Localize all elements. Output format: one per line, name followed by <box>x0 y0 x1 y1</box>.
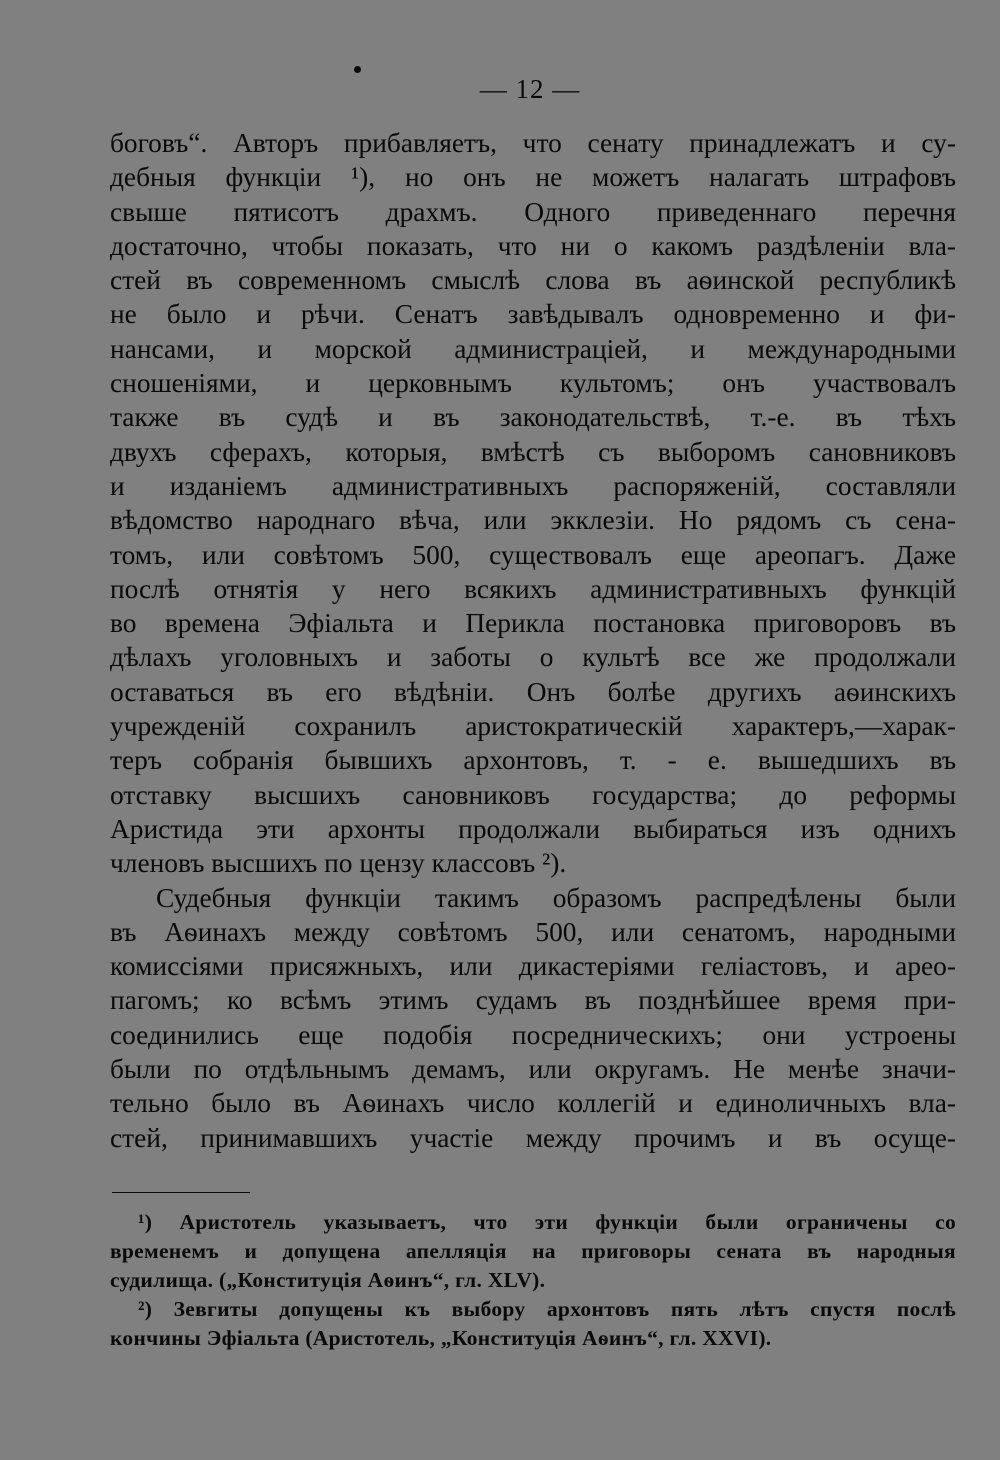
text-line: пагомъ; ко всѣмъ этимъ судамъ въ позднѣйшее время при- <box>110 985 956 1016</box>
footnotes <box>110 1208 956 1353</box>
text-line: сношеніями, и церковнымъ культомъ; онъ участвовалъ <box>110 368 956 399</box>
footnote-line: судилища. („Конституція Аѳинъ“, гл. XLV). <box>110 1268 546 1292</box>
footnote-divider <box>112 1192 250 1193</box>
text-line: послѣ отнятія у него всякихъ административныхъ функцій <box>110 573 956 604</box>
text-line: не было и рѣчи. Сенатъ завѣдывалъ одновременно и фи- <box>110 299 956 330</box>
text-line: дебныя функціи ¹), но онъ не можетъ налагать штрафовъ <box>110 162 956 193</box>
text-line: были по отдѣльнымъ демамъ, или округамъ. Не менѣе значи- <box>110 1054 956 1085</box>
text-line: боговъ“. Авторъ прибавляетъ, что сенату принадлежатъ и су- <box>110 128 956 158</box>
text-line: достаточно, чтобы показать, что ни о какомъ раздѣленіи вла- <box>110 230 956 261</box>
text-line: также въ судѣ и въ законодательствѣ, т.-е. въ тѣхъ <box>110 402 956 433</box>
text-line: дѣлахъ уголовныхъ и заботы о культѣ все же продолжали <box>110 642 956 673</box>
text-line: нансами, и морской администраціей, и международными <box>110 333 956 364</box>
footnote-line: кончины Эфіальта (Аристотель, „Конституція Аѳинъ“, гл. XXVI). <box>110 1326 772 1350</box>
text-line: оставаться въ его вѣдѣніи. Онъ болѣе другихъ аѳинскихъ <box>110 676 956 707</box>
text-line: отставку высшихъ сановниковъ государства; до реформы <box>110 779 956 810</box>
stray-ink-dot <box>354 66 361 73</box>
text-line: Судебныя функціи такимъ образомъ распредѣлены были <box>156 882 956 913</box>
text-line: стей въ современномъ смыслѣ слова въ аѳинской республикѣ <box>110 265 956 296</box>
footnote-line: ²) Зевгиты допущены къ выбору архонтовъ пять лѣтъ спустя послѣ <box>138 1297 956 1321</box>
text-line: во времена Эфіальта и Перикла постановка приговоровъ въ <box>110 608 956 639</box>
text-line: соединились еще подобія посредническихъ; они устроены <box>110 1019 956 1050</box>
body-text <box>110 126 956 1155</box>
page-number: — 12 — <box>479 74 581 104</box>
text-line: стей, принимавшихъ участіе между прочимъ и въ осуще- <box>110 1122 956 1153</box>
text-line: членовъ высшихъ по цензу классовъ ²). <box>110 848 567 879</box>
text-line: томъ, или совѣтомъ 500, существовалъ еще ареопагъ. Даже <box>110 539 956 570</box>
text-line: двухъ сферахъ, которыя, вмѣстѣ съ выборомъ сановниковъ <box>110 436 956 467</box>
text-line: свыше пятисотъ драхмъ. Одного приведеннаго перечня <box>110 196 956 227</box>
text-line: Аристида эти архонты продолжали выбираться изъ однихъ <box>110 813 956 844</box>
text-line: учрежденій сохранилъ аристократическій характеръ,—харак- <box>110 711 956 742</box>
footnote-line: временемъ и допущена апелляція на приговоры сената въ народныя <box>110 1239 956 1263</box>
text-line: въ Аѳинахъ между совѣтомъ 500, или сенатомъ, народными <box>110 916 956 947</box>
footnote-line: ¹) Аристотель указываетъ, что эти функціи были ограничены со <box>138 1210 956 1234</box>
text-line: комиссіями присяжныхъ, или дикастеріями геліастовъ, и арео- <box>110 951 956 982</box>
text-line: вѣдомство народнаго вѣча, или экклезіи. Но рядомъ съ сена- <box>110 505 956 536</box>
text-line: теръ собранія бывшихъ архонтовъ, т. - е. вышедшихъ въ <box>110 745 956 776</box>
text-line: и изданіемъ административныхъ распоряженій, составляли <box>110 470 956 501</box>
text-line: тельно было въ Аѳинахъ число коллегій и единоличныхъ вла- <box>110 1088 956 1119</box>
